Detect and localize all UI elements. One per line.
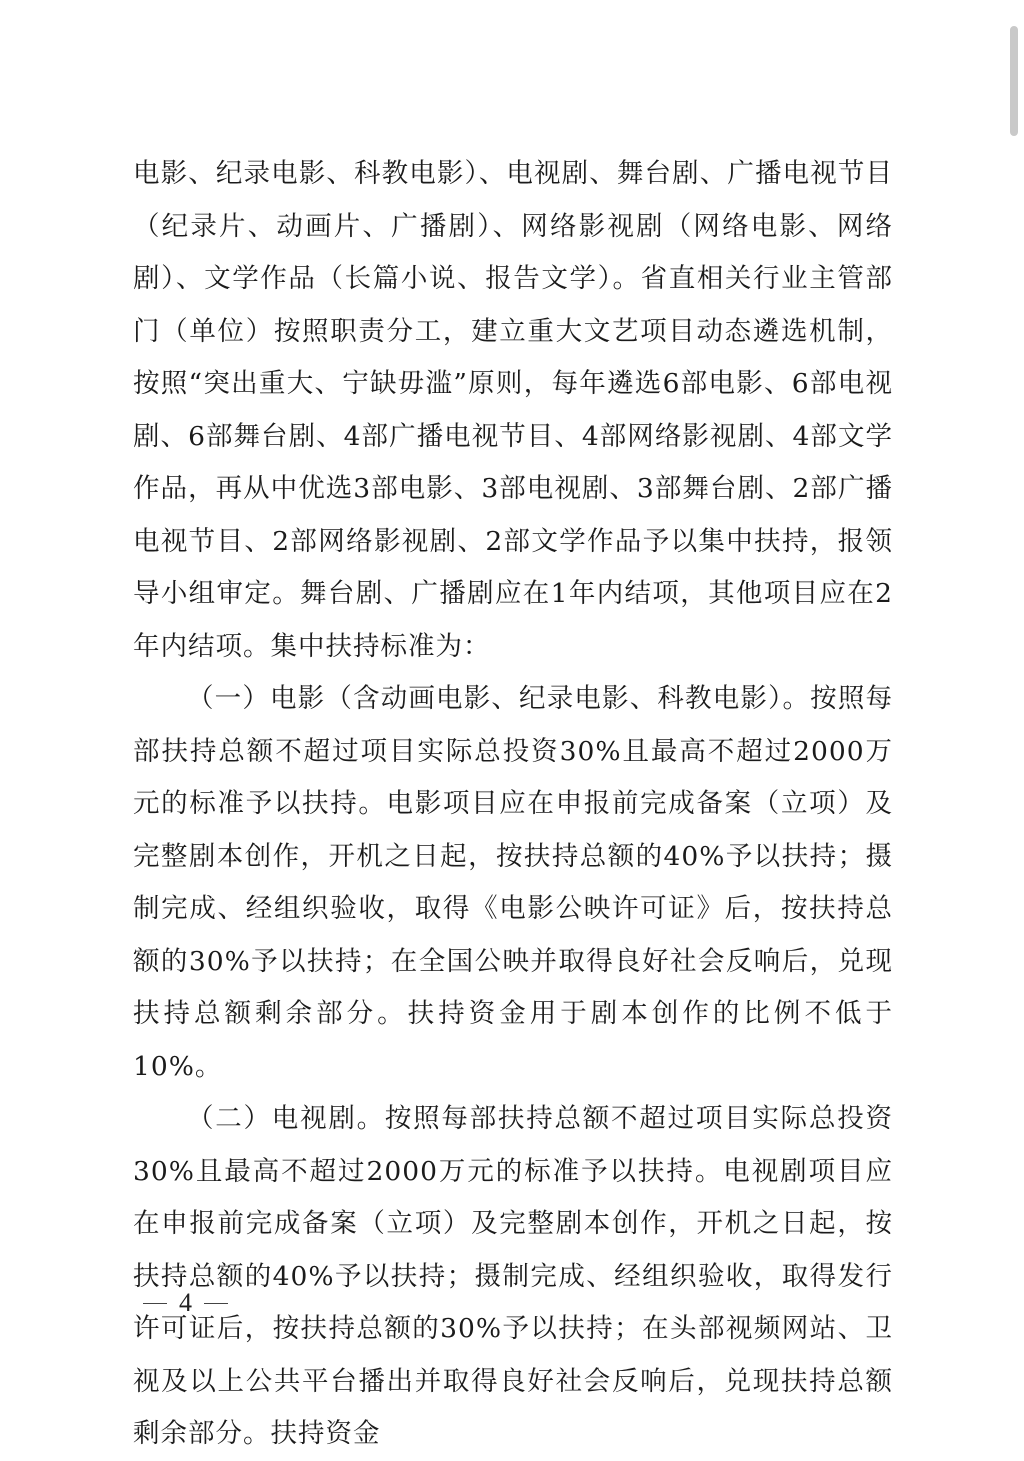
scrollbar[interactable] [1010,26,1018,136]
document-body [133,148,893,1461]
footer-dash-right [204,1303,228,1304]
paragraph-continuation: 电影、纪录电影、科教电影）、电视剧、舞台剧、广播电视节目（纪录片、动画片、广播剧）、网络影视剧（网络电影、网络剧）、文学作品（长篇小说、报告文学）。省直相关行业主管部门（单位）按照职责分工，建立重大文艺项目动态遴选机制，按照“突出重大、宁缺毋滥”原则，每年遴选6部电影、6部电视剧、6部舞台剧、4部广播电视节目、4部网络影视剧、4部文学作品，再从中优选3部电影、3部电视剧、3部舞台剧、2部广播电视节目、2部网络影视剧、2部文学作品予以集中扶持，报领导小组审定。舞台剧、广播剧应在1年内结项，其他项目应在2年内结项。集中扶持标准为： [133,158,893,662]
footer-dash-left [143,1303,167,1304]
page-footer [143,1283,228,1323]
paragraph-tv-drama: （二）电视剧。按照每部扶持总额不超过项目实际总投资30%且最高不超过2000万元的标准予以扶持。电视剧项目应在申报前完成备案（立项）及完整剧本创作，开机之日起，按扶持总额的40%予以扶持；摄制完成、经组织验收，取得发行许可证后，按扶持总额的30%予以扶持；在头部视频网站、卫视及以上公共平台播出并取得良好社会反响后，兑现扶持总额剩余部分。扶持资金 [133,1103,893,1449]
page-number: 4 [179,1288,192,1317]
paragraph-film: （一）电影（含动画电影、纪录电影、科教电影）。按照每部扶持总额不超过项目实际总投资30%且最高不超过2000万元的标准予以扶持。电影项目应在申报前完成备案（立项）及完整剧本创作，开机之日起，按扶持总额的40%予以扶持；摄制完成、经组织验收，取得《电影公映许可证》后，按扶持总额的30%予以扶持；在全国公映并取得良好社会反响后，兑现扶持总额剩余部分。扶持资金用于剧本创作的比例不低于10%。 [133,683,893,1082]
